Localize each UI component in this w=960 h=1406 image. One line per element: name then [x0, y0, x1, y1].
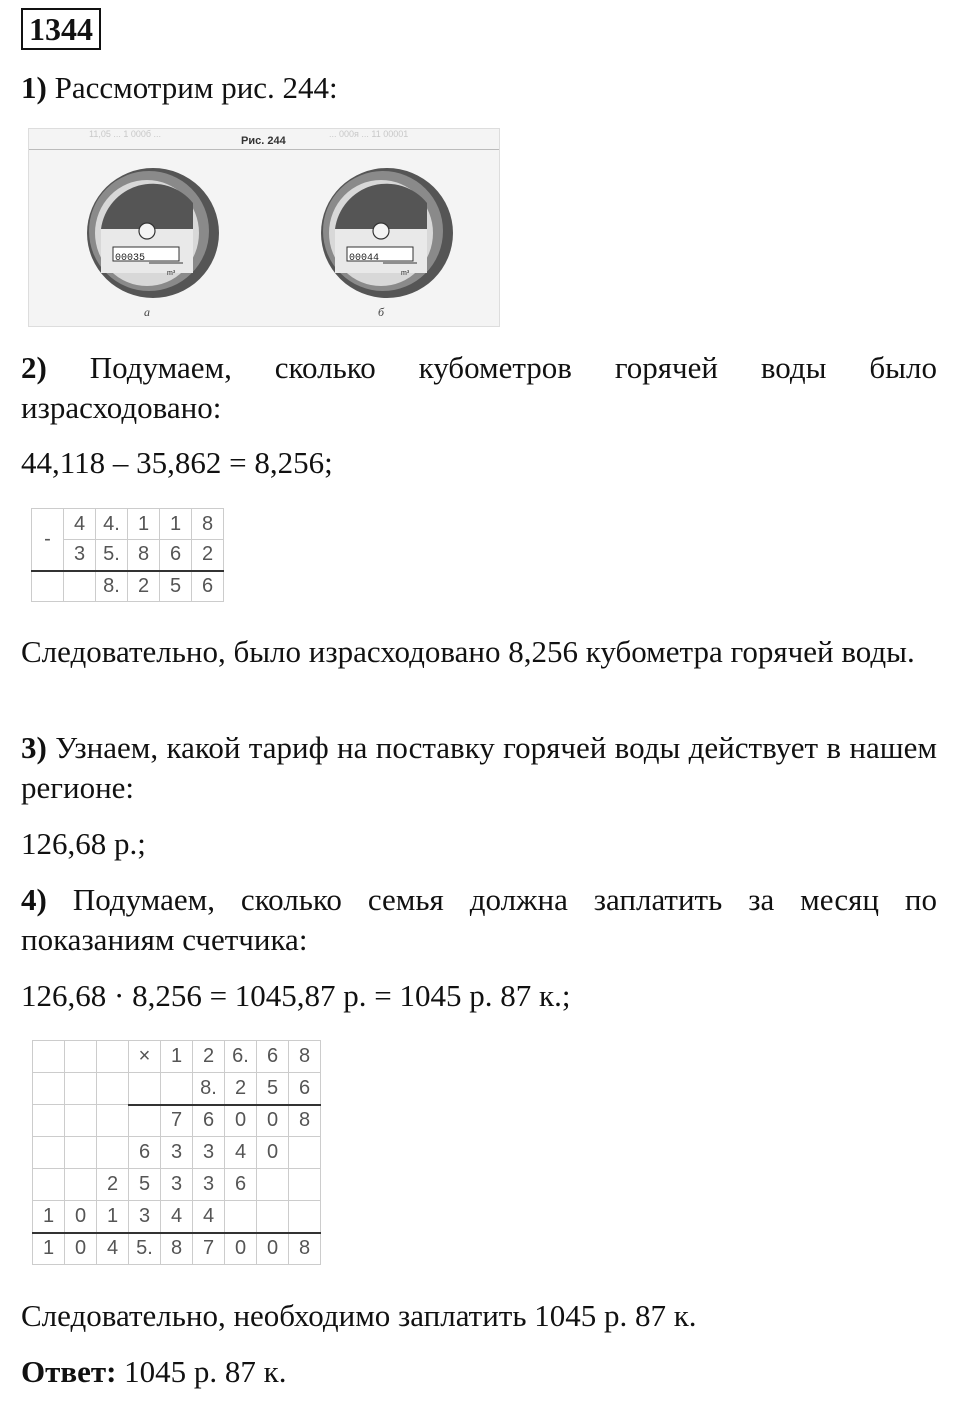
table-row	[33, 1073, 321, 1105]
problem-number: 1344	[21, 8, 101, 50]
table-cell: 1	[128, 509, 160, 540]
table-cell: 7	[161, 1105, 193, 1137]
step-3-value: 126,68 р.;	[21, 826, 146, 861]
step-2-word: было	[869, 350, 937, 385]
step-2-word: воды	[760, 350, 827, 385]
table-row	[33, 1105, 321, 1137]
table-cell	[33, 1169, 65, 1201]
table-cell: 6	[225, 1169, 257, 1201]
table-cell: 5	[257, 1073, 289, 1105]
step-2-word: Подумаем,	[89, 350, 232, 385]
step-3-text: Узнаем, какой тариф на поставку горячей воды действует в нашем регионе:	[21, 730, 938, 805]
step-2-word: кубометров	[418, 350, 572, 385]
step-2-line-1	[21, 348, 937, 388]
table-cell: 3	[193, 1169, 225, 1201]
table-cell: -	[32, 509, 64, 571]
step-1	[21, 68, 937, 108]
table-cell: 8	[289, 1041, 321, 1073]
table-cell: 4	[225, 1137, 257, 1169]
table-cell	[65, 1105, 97, 1137]
table-cell: 6	[129, 1137, 161, 1169]
table-cell	[33, 1105, 65, 1137]
table-row	[33, 1169, 321, 1201]
table-cell	[97, 1041, 129, 1073]
step-2-word: горячей	[614, 350, 718, 385]
answer-label: Ответ:	[21, 1354, 117, 1389]
table-cell	[64, 571, 96, 602]
step-3-label: 3)	[21, 730, 47, 765]
table-cell	[225, 1201, 257, 1233]
table-cell: 6	[160, 540, 192, 571]
table-cell	[97, 1137, 129, 1169]
meter-a-reading: 00035	[115, 253, 146, 264]
water-meters-illustration	[29, 129, 499, 326]
table-cell: 2	[192, 540, 224, 571]
table-cell	[257, 1201, 289, 1233]
table-cell: 0	[65, 1233, 97, 1265]
table-row	[33, 1233, 321, 1265]
step-2-equation: 44,118 – 35,862 = 8,256;	[21, 445, 333, 480]
table-cell	[289, 1169, 321, 1201]
table-cell: 8	[161, 1233, 193, 1265]
table-cell: 2	[97, 1169, 129, 1201]
table-row	[33, 1041, 321, 1073]
table-cell	[32, 571, 64, 602]
table-cell	[33, 1073, 65, 1105]
table-cell: 6	[192, 571, 224, 602]
table-cell	[129, 1073, 161, 1105]
meter-b-unit: m³	[401, 270, 410, 277]
table-cell	[97, 1073, 129, 1105]
table-cell: 4	[64, 509, 96, 540]
figure-244: 11,05 ... 1 000б ... ... 000я ... 11 00001 Рис. 244 00035 00044 m³ m³ а б	[28, 128, 500, 327]
table-cell: 0	[225, 1105, 257, 1137]
table-cell: 3	[129, 1201, 161, 1233]
table-cell: 1	[33, 1201, 65, 1233]
answer	[21, 1352, 937, 1392]
table-cell: 4	[161, 1201, 193, 1233]
step-1-text: Рассмотрим рис. 244:	[54, 70, 338, 105]
table-cell: 6.	[225, 1041, 257, 1073]
table-cell: 4.	[96, 509, 128, 540]
table-cell: 8	[192, 509, 224, 540]
table-cell: 5.	[96, 540, 128, 571]
table-cell: 5	[129, 1169, 161, 1201]
step-4-text: Подумаем, сколько семья должна заплатить за месяц по показаниям счетчика:	[21, 882, 937, 957]
step-4-label: 4)	[21, 882, 47, 917]
table-cell: 8	[289, 1105, 321, 1137]
table-cell	[65, 1169, 97, 1201]
table-cell	[33, 1137, 65, 1169]
meter-b-reading: 00044	[349, 253, 380, 264]
table-row	[33, 1201, 321, 1233]
table-cell: 3	[161, 1169, 193, 1201]
table-cell: 0	[257, 1233, 289, 1265]
table-cell	[289, 1137, 321, 1169]
step-2-label: 2)	[21, 350, 47, 385]
table-cell: 4	[97, 1233, 129, 1265]
table-cell: 5	[160, 571, 192, 602]
table-cell: 3	[161, 1137, 193, 1169]
table-row	[33, 1137, 321, 1169]
table-cell: 1	[160, 509, 192, 540]
table-cell	[65, 1137, 97, 1169]
table-cell: 6	[193, 1105, 225, 1137]
step-4-equation: 126,68 · 8,256 = 1045,87 р. = 1045 р. 87 к.;	[21, 978, 571, 1013]
table-cell: 3	[64, 540, 96, 571]
table-cell: ×	[129, 1041, 161, 1073]
table-cell: 8.	[193, 1073, 225, 1105]
figure-caption: Рис. 244	[241, 135, 286, 147]
table-cell	[161, 1073, 193, 1105]
table-cell: 1	[97, 1201, 129, 1233]
step-2-word: сколько	[274, 350, 376, 385]
multiplication-table	[32, 1040, 321, 1265]
meter-a-label: а	[144, 305, 150, 319]
table-cell: 0	[225, 1233, 257, 1265]
answer-value: 1045 р. 87 к.	[124, 1354, 287, 1389]
step-3	[21, 728, 937, 808]
table-cell: 2	[225, 1073, 257, 1105]
meter-b	[321, 168, 453, 298]
conclusion-1: Следовательно, было израсходовано 8,256 кубометра горячей воды.	[21, 634, 915, 669]
table-cell: 2	[128, 571, 160, 602]
table-cell: 0	[257, 1137, 289, 1169]
step-4	[21, 880, 937, 960]
table-cell: 8.	[96, 571, 128, 602]
table-cell	[65, 1073, 97, 1105]
table-cell	[129, 1105, 161, 1137]
table-cell	[97, 1105, 129, 1137]
meter-a	[87, 168, 219, 298]
meter-a-unit: m³	[167, 270, 176, 277]
subtraction-table	[31, 508, 224, 602]
table-cell	[33, 1041, 65, 1073]
table-cell: 4	[193, 1201, 225, 1233]
table-cell: 0	[257, 1105, 289, 1137]
table-cell	[257, 1169, 289, 1201]
table-cell: 8	[128, 540, 160, 571]
table-cell	[65, 1041, 97, 1073]
table-cell: 1	[161, 1041, 193, 1073]
table-cell: 6	[257, 1041, 289, 1073]
table-cell: 0	[65, 1201, 97, 1233]
step-2-line-2: израсходовано:	[21, 390, 222, 425]
table-cell	[289, 1201, 321, 1233]
table-cell: 2	[193, 1041, 225, 1073]
table-cell: 6	[289, 1073, 321, 1105]
step-1-label: 1)	[21, 70, 47, 105]
table-cell: 8	[289, 1233, 321, 1265]
table-cell: 5.	[129, 1233, 161, 1265]
conclusion-2: Следовательно, необходимо заплатить 1045 р. 87 к.	[21, 1298, 697, 1333]
table-cell: 1	[33, 1233, 65, 1265]
meter-b-label: б	[378, 305, 385, 319]
table-cell: 7	[193, 1233, 225, 1265]
table-cell: 3	[193, 1137, 225, 1169]
